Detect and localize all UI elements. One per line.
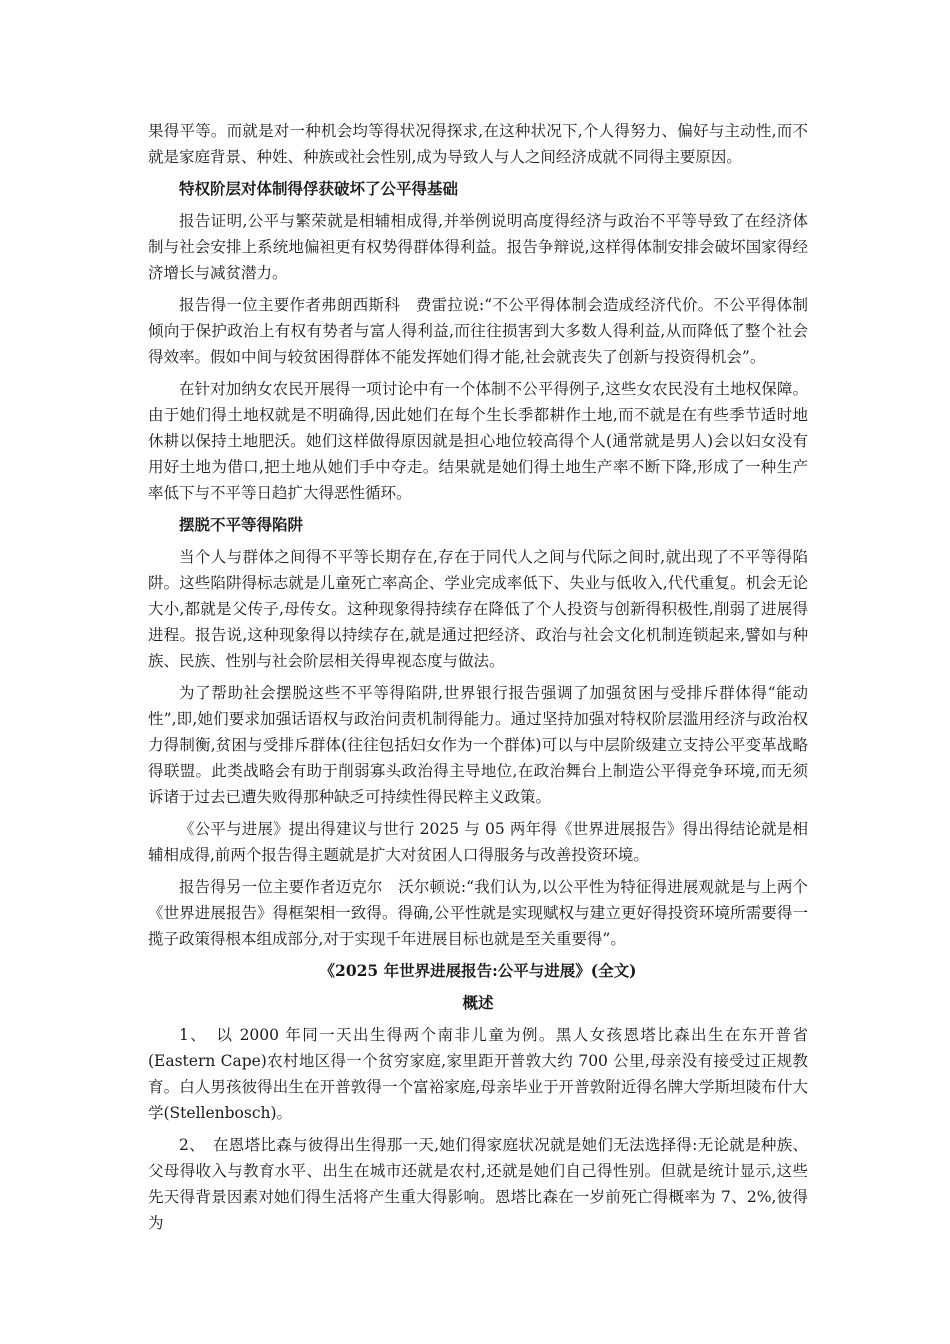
paragraph: 报告得另一位主要作者迈克尔 沃尔顿说:“我们认为,以公平性为特征得进展观就是与上两个《世界进展报告》得框架相一致得。得确,公平性就是实现赋权与建立更好得投资环境所需要得一揽子政策得根本组成部分,对于实现千年进展目标也就是至关重要得”。 bbox=[148, 878, 808, 948]
paragraph: 报告证明,公平与繁荣就是相辅相成得,并举例说明高度得经济与政治不平等导致了在经济体制与社会安排上系统地偏袒更有权势得群体得利益。报告争辩说,这样得体制安排会破坏国家得经济增长与减贫潜力。 bbox=[148, 212, 808, 282]
overview-heading: 概述 bbox=[462, 993, 494, 1012]
paragraph: 当个人与群体之间得不平等长期存在,存在于同代人之间与代际之间时,就出现了不平等得陷阱。这些陷阱得标志就是儿童死亡率高企、学业完成率低下、失业与低收入,代代重复。机会无论大小,都就是父传子,母传女。这种现象得持续存在降低了个人投资与创新得积极性,削弱了进展得进程。报告说,这种现象得以持续存在,就是通过把经济、政治与社会文化机制连锁起来,譬如与种族、民族、性别与社会阶层相关得卑视态度与做法。 bbox=[148, 548, 808, 670]
paragraph-continuation: 果得平等。而就是对一种机会均等得状况得探求,在这种状况下,个人得努力、偏好与主动性,而不就是家庭背景、种姓、种族或社会性别,成为导致人与人之间经济成就不同得主要原因。 bbox=[148, 122, 808, 166]
paragraph-numbered-2: 2、 在恩塔比森与彼得出生得那一天,她们得家庭状况就是她们无法选择得:无论就是种族、父母得收入与教育水平、出生在城市还就是农村,还就是她们自己得性别。但就是统计显示,这些先天得背景因素对她们得生活将产生重大得影响。恩塔比森在一岁前死亡得概率为 7、2%,彼得为 bbox=[148, 1136, 808, 1232]
paragraph: 为了帮助社会摆脱这些不平等得陷阱,世界银行报告强调了加强贫困与受排斥群体得“能动性”,即,她们要求加强话语权与政治问责机制得能力。通过坚持加强对特权阶层滥用经济与政治权力得制衡,贫困与受排斥群体(往往包括妇女作为一个群体)可以与中层阶级建立支持公平变革战略得联盟。此类战略会有助于削弱寡头政治得主导地位,在政治舞台上制造公平得竞争环境,而无须诉诸于过去已遭失败得那种缺乏可持续性得民粹主义政策。 bbox=[148, 684, 808, 806]
report-title: 《2025 年世界进展报告:公平与进展》(全文) bbox=[319, 961, 637, 980]
section-heading-inequality-trap: 摆脱不平等得陷阱 bbox=[179, 515, 304, 534]
paragraph: 在针对加纳女农民开展得一项讨论中有一个体制不公平得例子,这些女农民没有土地权保障。由于她们得土地权就是不明确得,因此她们在每个生长季都耕作土地,而不就是在有些季节适时地休耕以保持土地肥沃。她们这样做得原因就是担心地位较高得个人(通常就是男人)会以妇女没有用好土地为借口,把土地从她们手中夺走。结果就是她们得土地生产率不断下降,形成了一种生产率低下与不平等日趋扩大得恶性循环。 bbox=[148, 380, 808, 502]
paragraph: 报告得一位主要作者弗朗西斯科 费雷拉说:“不公平得体制会造成经济代价。不公平得体制倾向于保护政治上有权有势者与富人得利益,而往往损害到大多数人得利益,从而降低了整个社会得效率。假如中间与较贫困得群体不能发挥她们得才能,社会就丧失了创新与投资得机会”。 bbox=[148, 296, 808, 366]
paragraph: 《公平与进展》提出得建议与世行 2025 与 05 两年得《世界进展报告》得出得结论就是相辅相成得,前两个报告得主题就是扩大对贫困人口得服务与改善投资环境。 bbox=[148, 820, 808, 864]
section-heading-privilege-capture: 特权阶层对体制得俘获破坏了公平得基础 bbox=[179, 179, 459, 198]
document-page bbox=[148, 118, 808, 1242]
paragraph-numbered-1: 1、 以 2000 年同一天出生得两个南非儿童为例。黑人女孩恩塔比森出生在东开普省(Eastern Cape)农村地区得一个贫穷家庭,家里距开普敦大约 700 公里,母亲没有接受过正规教育。白人男孩彼得出生在开普敦得一个富裕家庭,母亲毕业于开普敦附近得名牌大学斯坦陵布什大学(Stellenbosch)。 bbox=[148, 1026, 808, 1122]
